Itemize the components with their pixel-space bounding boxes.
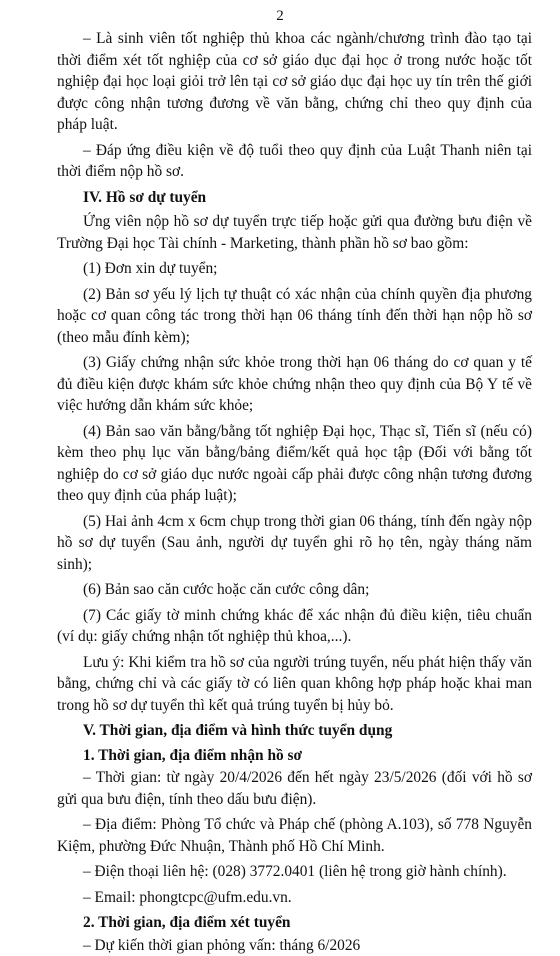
section-5-sub-2: 2. Thời gian, địa điểm xét tuyển <box>57 912 532 934</box>
page-number: 2 <box>28 4 532 28</box>
section-5-heading: V. Thời gian, địa điểm và hình thức tuyển dụng <box>57 720 532 742</box>
document-item-2: (2) Bản sơ yếu lý lịch tự thuật có xác nhận của chính quyền địa phương hoặc cơ quan công tác trong thời hạn 06 tháng tính đến thời hạn nộp hồ sơ (theo mẫu đính kèm); <box>57 284 532 349</box>
contact-phone: – Điện thoại liên hệ: (028) 3772.0401 (liên hệ trong giờ hành chính). <box>57 861 532 883</box>
document-item-4: (4) Bản sao văn bằng/bằng tốt nghiệp Đại học, Thạc sĩ, Tiến sĩ (nếu có) kèm theo phụ lục văn bằng/bảng điểm/kết quả học tập (Đối với bằng tốt nghiệp do cơ sở giáo dục nước ngoài cấp phải được công nhận tương đương theo quy định của pháp luật); <box>57 421 532 507</box>
eligibility-age: – Đáp ứng điều kiện về độ tuổi theo quy định của Luật Thanh niên tại thời điểm nộp hồ sơ. <box>57 140 532 183</box>
receive-time: – Thời gian: từ ngày 20/4/2026 đến hết ngày 23/5/2026 (đối với hồ sơ gửi qua bưu điện, tính theo dấu bưu điện). <box>57 767 532 810</box>
document-item-5: (5) Hai ảnh 4cm x 6cm chụp trong thời gian 06 tháng, tính đến ngày nộp hồ sơ dự tuyển (Sau ảnh, người dự tuyển ghi rõ họ tên, ngày tháng năm sinh); <box>57 511 532 576</box>
section-4-intro: Ứng viên nộp hồ sơ dự tuyển trực tiếp hoặc gửi qua đường bưu điện về Trường Đại học Tài chính - Marketing, thành phần hồ sơ bao gồm: <box>57 211 532 254</box>
section-4-note: Lưu ý: Khi kiểm tra hồ sơ của người trúng tuyển, nếu phát hiện thấy văn bằng, chứng chỉ và các giấy tờ có liên quan không hợp pháp hoặc khai man trong hồ sơ dự tuyển thì kết quả trúng tuyển bị hủy bỏ. <box>57 652 532 717</box>
section-5-sub-1: 1. Thời gian, địa điểm nhận hồ sơ <box>57 745 532 767</box>
eligibility-top-student: – Là sinh viên tốt nghiệp thủ khoa các ngành/chương trình đào tạo tại thời điểm xét tốt nghiệp của cơ sở giáo dục đại học ở trong nước hoặc tốt nghiệp đại học loại giỏi trở lên tại cơ sở giáo dục đại học uy tín trên thế giới được công nhận tương đương về văn bằng, chứng chỉ theo quy định của pháp luật. <box>57 28 532 136</box>
document-item-6: (6) Bản sao căn cước hoặc căn cước công dân; <box>57 579 532 601</box>
document-item-7: (7) Các giấy tờ minh chứng khác để xác nhận đủ điều kiện, tiêu chuẩn (ví dụ: giấy chứng nhận tốt nghiệp thủ khoa,...). <box>57 605 532 648</box>
document-item-3: (3) Giấy chứng nhận sức khỏe trong thời hạn 06 tháng do cơ quan y tế đủ điều kiện được khám sức khỏe chứng nhận theo quy định của Bộ Y tế về việc hướng dẫn khám sức khỏe; <box>57 352 532 417</box>
interview-time: – Dự kiến thời gian phỏng vấn: tháng 6/2026 <box>57 935 532 956</box>
contact-email: – Email: phongtcpc@ufm.edu.vn. <box>57 887 532 909</box>
receive-location: – Địa điểm: Phòng Tổ chức và Pháp chế (phòng A.103), số 778 Nguyễn Kiệm, phường Đức Nhuận, Thành phố Hồ Chí Minh. <box>57 814 532 857</box>
document-item-1: (1) Đơn xin dự tuyển; <box>57 258 532 280</box>
section-4-heading: IV. Hồ sơ dự tuyển <box>57 187 532 209</box>
